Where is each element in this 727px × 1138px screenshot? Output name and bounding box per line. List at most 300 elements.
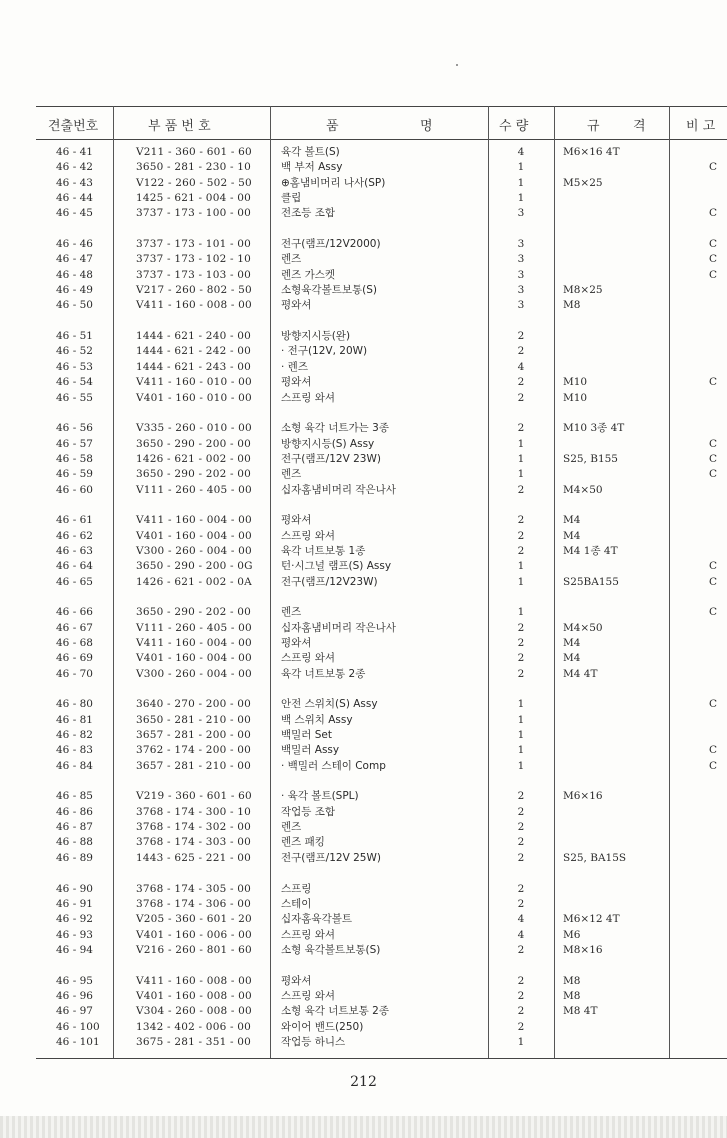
cell-part-name: ⊕홈냄비머리 나사(SP) [281, 176, 386, 189]
cell-part-name: 전조등 조합 [281, 207, 336, 220]
cell-quantity: 1 [517, 744, 525, 757]
cell-part-number: 3650 - 290 - 200 - 0G [136, 560, 253, 573]
cell-part-number: V300 - 260 - 004 - 00 [136, 544, 252, 557]
cell-reference-no: 46 - 46 [56, 238, 93, 251]
table-row [36, 928, 727, 943]
cell-spec: M4 [563, 652, 581, 665]
cell-part-number: V411 - 160 - 010 - 00 [136, 376, 252, 389]
cell-quantity: 2 [517, 652, 525, 665]
cell-part-number: 3762 - 174 - 200 - 00 [136, 744, 252, 757]
table-row [36, 851, 727, 866]
cell-quantity: 3 [517, 284, 525, 297]
cell-note: C [708, 207, 718, 220]
cell-part-number: V401 - 160 - 006 - 00 [136, 928, 252, 941]
column-divider [554, 106, 555, 1058]
cell-quantity: 1 [517, 192, 525, 205]
column-divider [270, 106, 271, 1058]
cell-part-name: 백 부저 Assy [281, 161, 343, 174]
cell-part-name: 평와셔 [281, 637, 312, 649]
cell-part-number: V411 - 160 - 008 - 00 [136, 299, 252, 312]
cell-part-number: V300 - 260 - 004 - 00 [136, 667, 252, 680]
cell-part-name: 소형육각볼트보통(S) [281, 284, 378, 297]
cell-part-number: V401 - 160 - 004 - 00 [136, 529, 252, 542]
cell-part-number: 3657 - 281 - 210 - 00 [136, 759, 252, 772]
cell-quantity: 1 [517, 606, 525, 619]
cell-spec: M4 [563, 514, 581, 527]
cell-part-number: 3768 - 174 - 302 - 00 [136, 821, 252, 834]
cell-spec: M10 [563, 376, 588, 389]
table-row [36, 759, 727, 774]
table-row [36, 974, 727, 989]
cell-quantity: 3 [517, 238, 525, 251]
cell-reference-no: 46 - 89 [56, 851, 93, 864]
cell-part-name: 전구(램프/12V2000) [281, 238, 381, 251]
cell-quantity: 2 [517, 345, 525, 358]
cell-quantity: 2 [517, 376, 525, 389]
cell-reference-no: 46 - 70 [56, 667, 93, 680]
table-row [36, 252, 727, 267]
cell-part-number: 3737 - 173 - 100 - 00 [136, 207, 252, 220]
cell-part-number: 3768 - 174 - 300 - 10 [136, 805, 252, 818]
group-spacer [36, 314, 727, 329]
cell-quantity: 2 [517, 974, 525, 987]
cell-part-name: 십자홈냄비머리 작은나사 [281, 483, 396, 496]
cell-spec: M10 [563, 391, 588, 404]
cell-quantity: 1 [517, 176, 525, 189]
cell-note: C [708, 468, 718, 481]
cell-quantity: 3 [517, 207, 525, 220]
cell-reference-no: 46 - 51 [56, 330, 93, 343]
table-row [36, 483, 727, 498]
table-row [36, 421, 727, 436]
cell-reference-no: 46 - 41 [56, 146, 93, 158]
column-divider [488, 106, 489, 1058]
table-row [36, 897, 727, 912]
cell-spec: M8 4T [563, 1005, 598, 1018]
cell-quantity: 2 [517, 790, 525, 803]
group-spacer [36, 406, 727, 421]
cell-quantity: 3 [517, 299, 525, 312]
header-note: 비 고 [686, 119, 716, 134]
cell-reference-no: 46 - 44 [56, 192, 93, 205]
cell-spec: M6×16 [563, 790, 603, 803]
cell-part-number: V122 - 260 - 502 - 50 [136, 176, 252, 189]
cell-part-number: V401 - 160 - 008 - 00 [136, 989, 252, 1002]
cell-quantity: 2 [517, 851, 525, 864]
cell-reference-no: 46 - 93 [56, 928, 93, 941]
cell-reference-no: 46 - 80 [56, 698, 93, 711]
cell-quantity: 2 [517, 544, 525, 557]
cell-quantity: 1 [517, 713, 525, 726]
table-row [36, 943, 727, 958]
cell-quantity: 2 [517, 897, 525, 910]
cell-reference-no: 46 - 60 [56, 483, 93, 496]
cell-quantity: 1 [517, 452, 525, 465]
header-part-number: 부 품 번 호 [148, 119, 211, 134]
cell-part-name: 육각 너트보통 1종 [281, 544, 366, 557]
cell-part-number: 3768 - 174 - 306 - 00 [136, 897, 252, 910]
cell-part-number: V219 - 360 - 601 - 60 [136, 790, 252, 803]
table-row [36, 344, 727, 359]
cell-part-number: 3657 - 281 - 200 - 00 [136, 729, 252, 742]
cell-part-name: 스프링 와셔 [281, 391, 336, 404]
cell-part-number: V401 - 160 - 004 - 00 [136, 652, 252, 665]
cell-quantity: 4 [517, 913, 525, 926]
cell-part-number: V211 - 360 - 601 - 60 [136, 146, 252, 158]
cell-part-name: 작업등 조합 [281, 805, 336, 818]
table-row [36, 743, 727, 758]
cell-part-name: 스프링 와셔 [281, 652, 336, 665]
cell-part-number: 3737 - 173 - 101 - 00 [136, 238, 252, 251]
table-bottom-rule [36, 1058, 727, 1059]
table-row [36, 206, 727, 221]
cell-note: C [708, 744, 718, 757]
table-row [36, 237, 727, 252]
group-spacer [36, 498, 727, 513]
cell-quantity: 1 [517, 1035, 525, 1048]
cell-part-number: 3737 - 173 - 103 - 00 [136, 268, 252, 281]
cell-spec: M6×12 4T [563, 913, 620, 926]
cell-quantity: 2 [517, 1005, 525, 1018]
cell-spec: M5×25 [563, 176, 603, 189]
cell-reference-no: 46 - 64 [56, 560, 93, 573]
cell-reference-no: 46 - 48 [56, 268, 93, 281]
cell-part-number: 3650 - 290 - 202 - 00 [136, 468, 252, 481]
cell-quantity: 3 [517, 268, 525, 281]
column-divider [669, 106, 670, 1058]
cell-reference-no: 46 - 58 [56, 452, 93, 465]
cell-part-number: V217 - 260 - 802 - 50 [136, 284, 252, 297]
cell-quantity: 2 [517, 330, 525, 343]
cell-quantity: 2 [517, 882, 525, 895]
table-row [36, 160, 727, 175]
cell-spec: M10 3종 4T [563, 422, 625, 435]
cell-part-number: 1444 - 621 - 240 - 00 [136, 330, 252, 343]
header-name-b: 명 [420, 119, 433, 134]
cell-quantity: 4 [517, 146, 525, 158]
group-spacer [36, 682, 727, 697]
cell-reference-no: 46 - 42 [56, 161, 93, 174]
cell-note: C [708, 560, 718, 573]
table-row [36, 989, 727, 1004]
table-row [36, 191, 727, 206]
cell-reference-no: 46 - 63 [56, 544, 93, 557]
table-row [36, 1035, 727, 1050]
table-row [36, 636, 727, 651]
cell-note: C [708, 759, 718, 772]
header-spec-b: 격 [633, 119, 646, 134]
group-spacer [36, 222, 727, 237]
cell-part-number: V216 - 260 - 801 - 60 [136, 943, 252, 956]
cell-part-name: 전구(램프/12V 25W) [281, 851, 381, 864]
cell-part-name: 평와셔 [281, 376, 312, 389]
cell-quantity: 2 [517, 483, 525, 496]
cell-part-number: V411 - 160 - 008 - 00 [136, 974, 252, 987]
cell-note: C [708, 606, 718, 619]
table-row [36, 651, 727, 666]
cell-part-name: 십자홈육각볼트 [281, 913, 353, 926]
cell-part-number: 3737 - 173 - 102 - 10 [136, 253, 252, 266]
cell-spec: M8 [563, 299, 581, 312]
cell-part-name: 스프링 와셔 [281, 928, 336, 941]
table-row [36, 544, 727, 559]
cell-reference-no: 46 - 45 [56, 207, 93, 220]
table-row [36, 467, 727, 482]
cell-reference-no: 46 - 49 [56, 284, 93, 297]
cell-quantity: 2 [517, 637, 525, 649]
cell-reference-no: 46 - 68 [56, 637, 93, 649]
table-row [36, 621, 727, 636]
cell-note: C [708, 268, 718, 281]
cell-quantity: 1 [517, 729, 525, 742]
table-row [36, 529, 727, 544]
scan-speck [456, 64, 458, 66]
table-row [36, 329, 727, 344]
group-spacer [36, 590, 727, 605]
cell-part-number: 3650 - 290 - 200 - 00 [136, 437, 252, 450]
cell-part-number: 1444 - 621 - 242 - 00 [136, 345, 252, 358]
cell-quantity: 2 [517, 621, 525, 634]
cell-part-number: 1426 - 621 - 002 - 00 [136, 452, 252, 465]
cell-reference-no: 46 - 65 [56, 575, 93, 588]
cell-reference-no: 46 - 69 [56, 652, 93, 665]
cell-reference-no: 46 - 61 [56, 514, 93, 527]
table-row [36, 1020, 727, 1035]
cell-reference-no: 46 - 85 [56, 790, 93, 803]
cell-quantity: 1 [517, 161, 525, 174]
cell-part-number: 3675 - 281 - 351 - 00 [136, 1035, 252, 1048]
cell-reference-no: 46 - 91 [56, 897, 93, 910]
cell-part-name: 렌즈 [281, 253, 302, 266]
cell-reference-no: 46 - 94 [56, 943, 93, 956]
table-row [36, 1004, 727, 1019]
cell-part-name: 안전 스위치(S) Assy [281, 698, 378, 711]
cell-spec: M8 [563, 974, 581, 987]
cell-quantity: 2 [517, 667, 525, 680]
table-row [36, 437, 727, 452]
cell-spec: M6×16 4T [563, 146, 620, 158]
cell-reference-no: 46 - 50 [56, 299, 93, 312]
table-row [36, 375, 727, 390]
cell-part-number: V335 - 260 - 010 - 00 [136, 422, 252, 435]
cell-spec: S25BA155 [563, 575, 619, 588]
cell-note: C [708, 376, 718, 389]
table-row [36, 912, 727, 927]
cell-part-name: 스프링 와셔 [281, 989, 336, 1002]
cell-spec: M4×50 [563, 621, 603, 634]
table-row [36, 728, 727, 743]
cell-part-name: 전구(램프/12V 23W) [281, 452, 381, 465]
cell-part-name: · 백밀러 스테이 Comp [281, 759, 386, 772]
cell-quantity: 1 [517, 759, 525, 772]
cell-part-number: V205 - 360 - 601 - 20 [136, 913, 252, 926]
group-spacer [36, 958, 727, 973]
cell-note: C [708, 437, 718, 450]
cell-quantity: 2 [517, 989, 525, 1002]
cell-part-number: V401 - 160 - 010 - 00 [136, 391, 252, 404]
parts-table [36, 106, 727, 1050]
table-row [36, 805, 727, 820]
cell-quantity: 1 [517, 560, 525, 573]
cell-part-name: 백밀러 Assy [281, 744, 340, 757]
cell-spec: M8×16 [563, 943, 603, 956]
cell-part-name: 스프링 [281, 882, 312, 895]
header-name-a: 품 [326, 119, 339, 134]
table-row [36, 391, 727, 406]
cell-part-name: 육각 볼트(S) [281, 146, 340, 158]
table-row [36, 835, 727, 850]
cell-reference-no: 46 - 88 [56, 836, 93, 849]
cell-reference-no: 46 - 81 [56, 713, 93, 726]
cell-part-name: 스테이 [281, 897, 312, 910]
cell-note: C [708, 698, 718, 711]
cell-reference-no: 46 - 83 [56, 744, 93, 757]
cell-reference-no: 46 - 96 [56, 989, 93, 1002]
cell-part-number: 1425 - 621 - 004 - 00 [136, 192, 252, 205]
cell-reference-no: 46 - 97 [56, 1005, 93, 1018]
cell-reference-no: 46 - 62 [56, 529, 93, 542]
cell-note: C [708, 238, 718, 251]
cell-reference-no: 46 - 57 [56, 437, 93, 450]
table-row [36, 697, 727, 712]
cell-quantity: 4 [517, 360, 525, 373]
cell-part-name: 턴·시그널 램프(S) Assy [281, 560, 392, 573]
cell-reference-no: 46 - 56 [56, 422, 93, 435]
cell-reference-no: 46 - 95 [56, 974, 93, 987]
cell-reference-no: 46 - 54 [56, 376, 93, 389]
table-row [36, 820, 727, 835]
cell-part-name: 방향지시등(완) [281, 330, 351, 343]
cell-quantity: 2 [517, 836, 525, 849]
table-row [36, 713, 727, 728]
cell-part-number: V111 - 260 - 405 - 00 [136, 483, 252, 496]
cell-note: C [708, 575, 718, 588]
cell-part-name: · 전구(12V, 20W) [281, 345, 368, 358]
table-row [36, 882, 727, 897]
cell-part-number: V411 - 160 - 004 - 00 [136, 637, 252, 649]
cell-quantity: 2 [517, 422, 525, 435]
cell-part-name: 십자홈냄비머리 작은나사 [281, 621, 396, 634]
cell-part-name: 클립 [281, 192, 302, 205]
cell-part-name: 렌즈 가스켓 [281, 268, 336, 281]
cell-reference-no: 46 - 59 [56, 468, 93, 481]
cell-quantity: 4 [517, 928, 525, 941]
table-row [36, 452, 727, 467]
cell-spec: M8 [563, 989, 581, 1002]
cell-reference-no: 46 - 90 [56, 882, 93, 895]
cell-part-name: 전구(램프/12V23W) [281, 575, 378, 588]
cell-part-name: 백 스위치 Assy [281, 713, 353, 726]
table-row [36, 605, 727, 620]
cell-part-number: 3650 - 290 - 202 - 00 [136, 606, 252, 619]
scan-edge [0, 1116, 727, 1138]
cell-part-name: 방향지시등(S) Assy [281, 437, 375, 450]
cell-part-name: 평와셔 [281, 974, 312, 987]
cell-reference-no: 46 - 86 [56, 805, 93, 818]
cell-part-number: 1426 - 621 - 002 - 0A [136, 575, 252, 588]
cell-reference-no: 46 - 67 [56, 621, 93, 634]
cell-part-name: 와이어 밴드(250) [281, 1020, 364, 1033]
cell-note: C [708, 253, 718, 266]
cell-part-name: 스프링 와셔 [281, 529, 336, 542]
cell-part-name: · 렌즈 [281, 360, 308, 373]
cell-quantity: 2 [517, 391, 525, 404]
cell-part-number: V111 - 260 - 405 - 00 [136, 621, 252, 634]
cell-part-number: 3768 - 174 - 303 - 00 [136, 836, 252, 849]
cell-reference-no: 46 - 55 [56, 391, 93, 404]
cell-part-name: 렌즈 패킹 [281, 836, 325, 849]
table-row [36, 360, 727, 375]
cell-spec: M4×50 [563, 483, 603, 496]
cell-quantity: 1 [517, 468, 525, 481]
table-row [36, 176, 727, 191]
header-qty: 수 량 [499, 119, 529, 134]
cell-reference-no: 46 - 101 [56, 1035, 100, 1048]
cell-quantity: 3 [517, 253, 525, 266]
cell-reference-no: 46 - 87 [56, 821, 93, 834]
cell-reference-no: 46 - 84 [56, 759, 93, 772]
cell-quantity: 2 [517, 943, 525, 956]
cell-spec: S25, BA15S [563, 851, 627, 864]
cell-quantity: 1 [517, 698, 525, 711]
table-body [36, 140, 727, 1050]
cell-spec: M4 [563, 637, 581, 649]
cell-reference-no: 46 - 53 [56, 360, 93, 373]
cell-reference-no: 46 - 100 [56, 1020, 100, 1033]
cell-part-number: 3768 - 174 - 305 - 00 [136, 882, 252, 895]
cell-quantity: 2 [517, 805, 525, 818]
cell-part-name: 렌즈 [281, 821, 302, 834]
cell-quantity: 2 [517, 529, 525, 542]
cell-quantity: 1 [517, 437, 525, 450]
cell-part-name: 소형 육각 너트보통 2종 [281, 1005, 389, 1018]
cell-quantity: 2 [517, 514, 525, 527]
cell-part-name: 소형 육각 너트가는 3종 [281, 422, 389, 435]
cell-reference-no: 46 - 92 [56, 913, 93, 926]
cell-spec: S25, B155 [563, 452, 618, 465]
cell-part-number: V304 - 260 - 008 - 00 [136, 1005, 252, 1018]
cell-part-name: · 육각 볼트(SPL) [281, 790, 359, 803]
cell-part-number: 1443 - 625 - 221 - 00 [136, 851, 252, 864]
table-row [36, 575, 727, 590]
cell-part-name: 평와셔 [281, 299, 312, 312]
cell-part-name: 작업등 하니스 [281, 1035, 346, 1048]
table-row [36, 145, 727, 160]
cell-note: C [708, 452, 718, 465]
cell-part-name: 백밀러 Set [281, 729, 333, 742]
cell-spec: M4 4T [563, 667, 598, 680]
cell-spec: M4 [563, 529, 581, 542]
table-row [36, 559, 727, 574]
group-spacer [36, 774, 727, 789]
cell-reference-no: 46 - 52 [56, 345, 93, 358]
cell-reference-no: 46 - 43 [56, 176, 93, 189]
page-number: 212 [350, 1074, 377, 1090]
cell-part-number: 3640 - 270 - 200 - 00 [136, 698, 252, 711]
cell-part-name: 평와셔 [281, 514, 312, 527]
cell-quantity: 1 [517, 575, 525, 588]
cell-reference-no: 46 - 47 [56, 253, 93, 266]
cell-part-name: 소형 육각볼트보통(S) [281, 943, 381, 956]
table-row [36, 667, 727, 682]
cell-part-name: 렌즈 [281, 468, 302, 481]
cell-part-number: 3650 - 281 - 230 - 10 [136, 161, 252, 174]
cell-note: C [708, 161, 718, 174]
cell-quantity: 2 [517, 1020, 525, 1033]
cell-spec: M8×25 [563, 284, 603, 297]
cell-reference-no: 46 - 82 [56, 729, 93, 742]
cell-part-number: 3650 - 281 - 210 - 00 [136, 713, 252, 726]
